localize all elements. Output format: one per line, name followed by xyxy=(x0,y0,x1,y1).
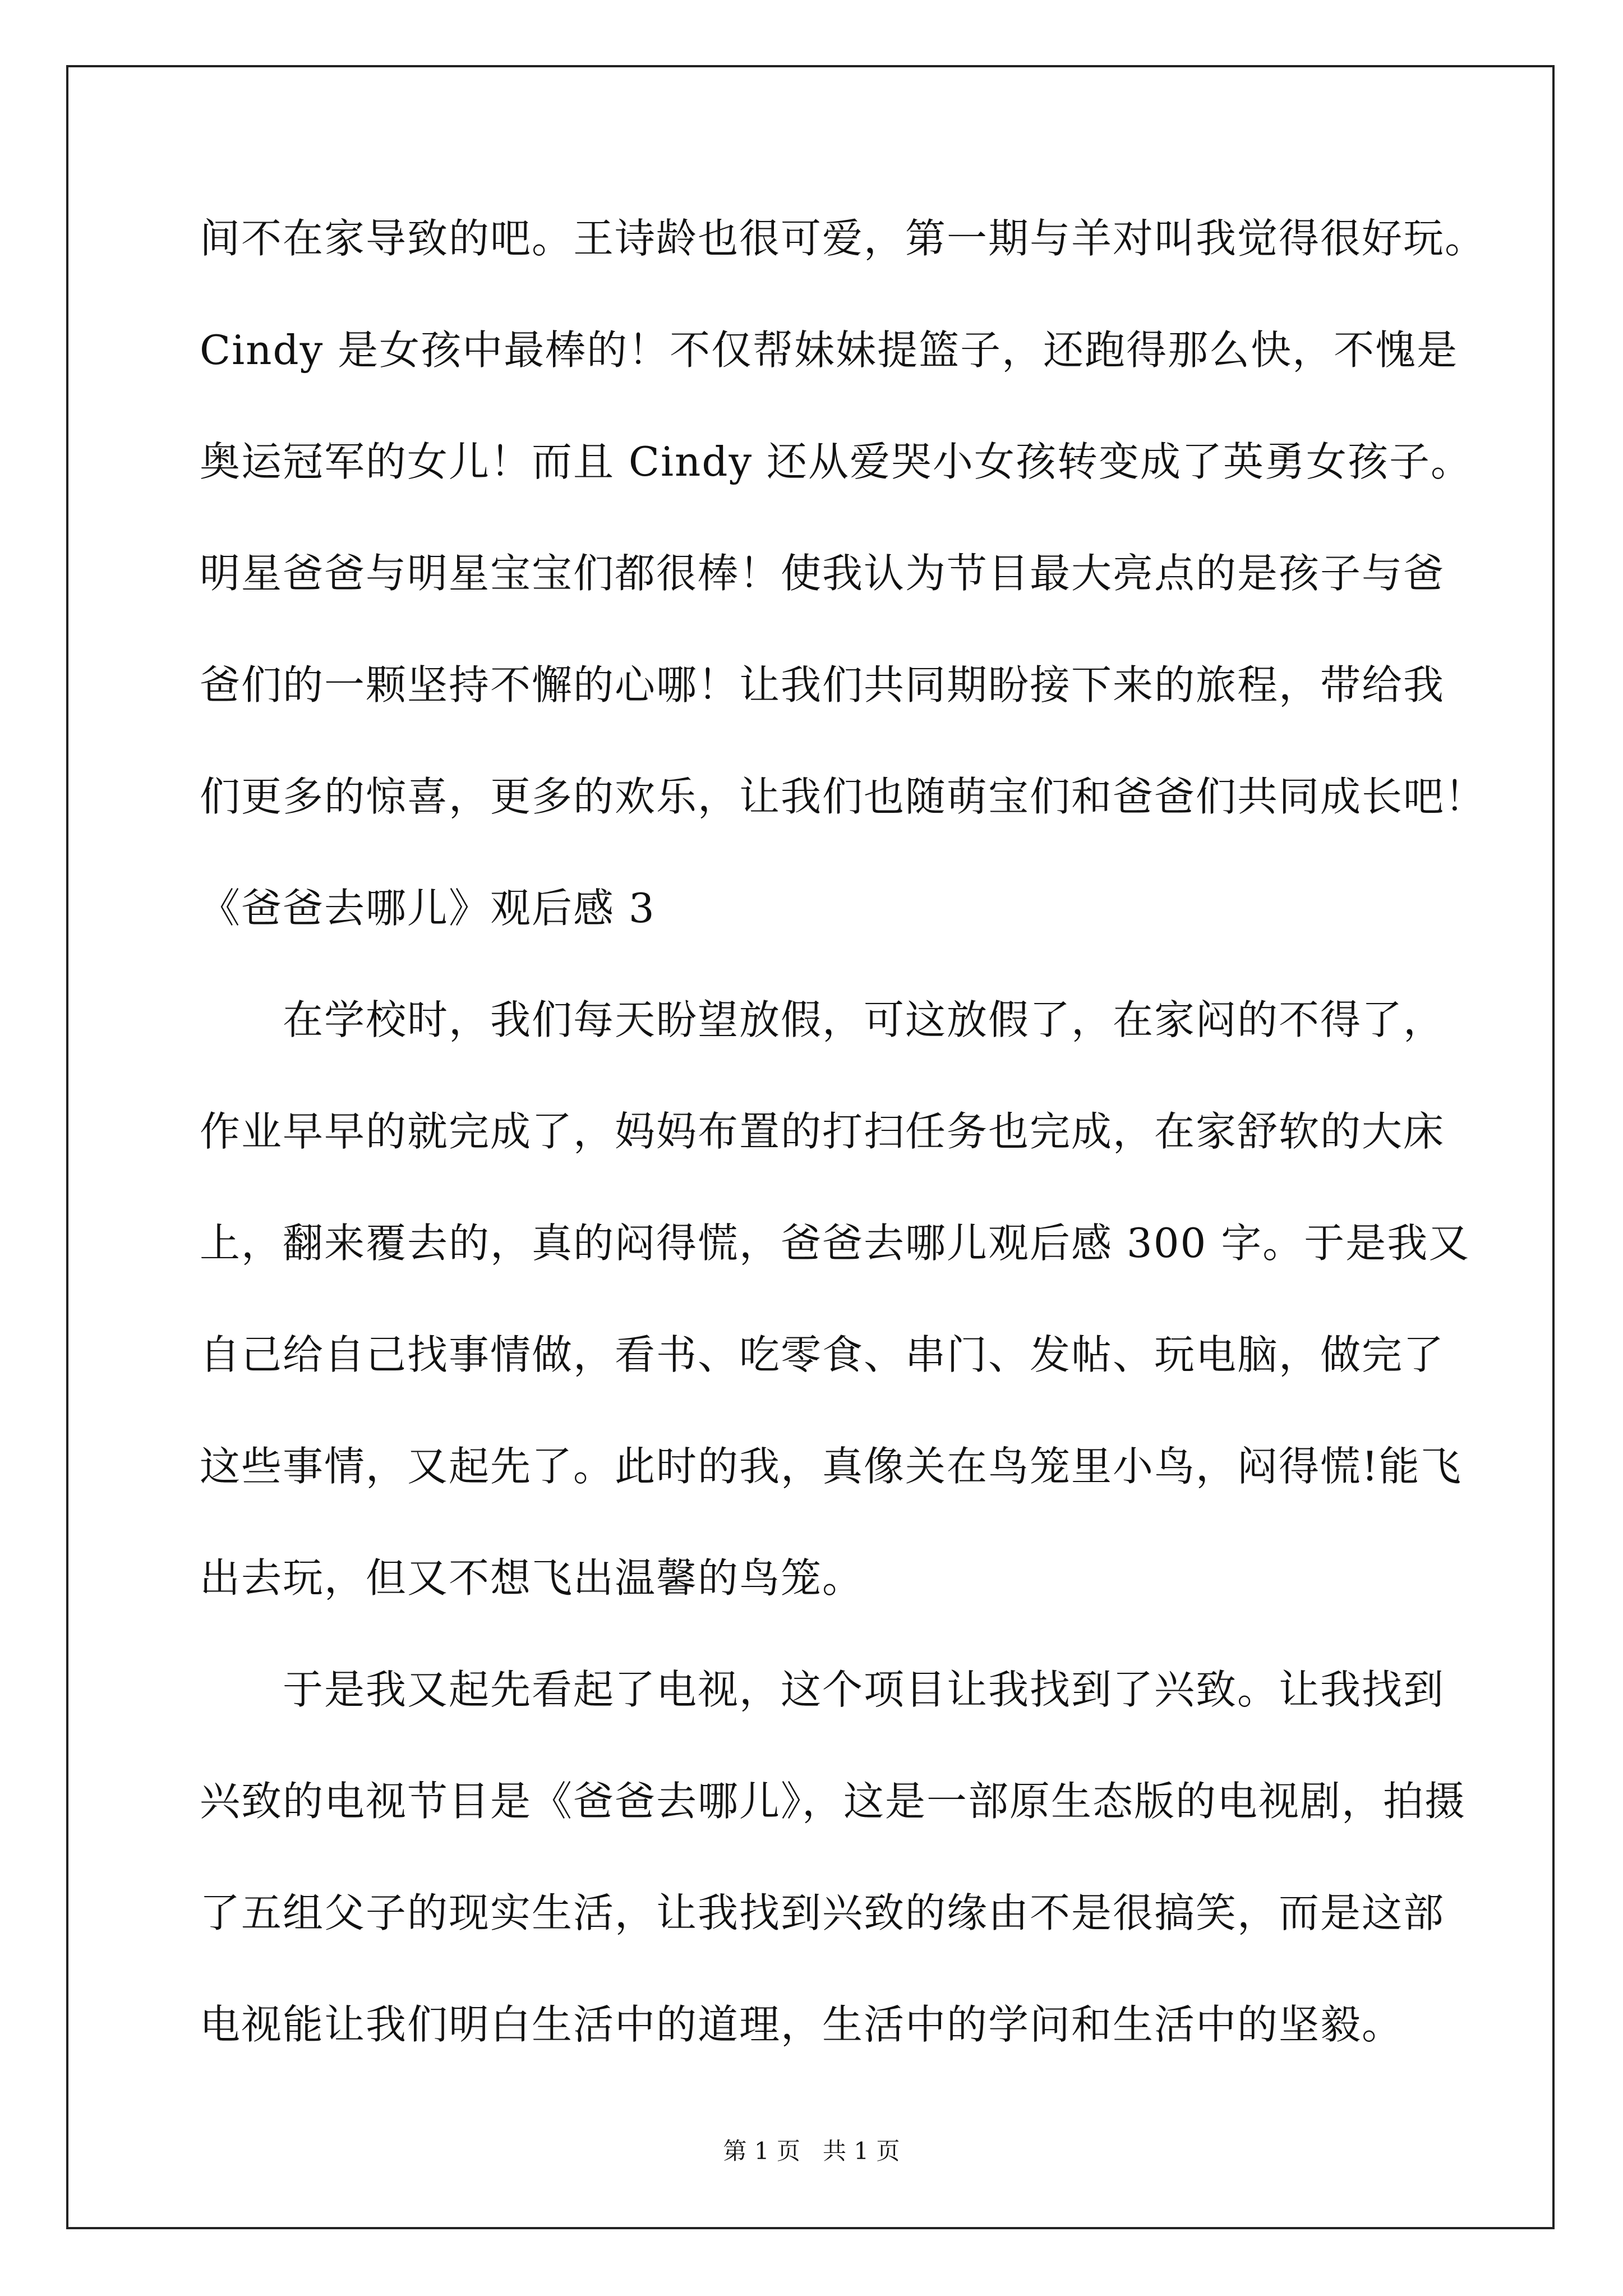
text-line: 电视能让我们明白生活中的道理，生活中的学问和生活中的坚毅。 xyxy=(200,2001,1404,2048)
text-line: 出去玩，但又不想飞出温馨的鸟笼。 xyxy=(200,1554,864,1602)
text-line: 兴致的电视节目是《爸爸去哪儿》，这是一部原生态版的电视剧，拍摄 xyxy=(200,1778,1467,1825)
text-line: 上，翻来覆去的，真的闷得慌，爸爸去哪儿观后感 300 字。于是我又 xyxy=(200,1220,1470,1267)
document-body xyxy=(200,202,1487,2100)
page-footer: 第 1 页 共 1 页 xyxy=(723,2137,900,2165)
text-line: 间不在家导致的吧。王诗龄也很可爱，第一期与羊对叫我觉得很好玩。 xyxy=(200,215,1487,262)
section-heading: 《爸爸去哪儿》观后感 3 xyxy=(200,885,656,932)
paragraph-first-line: 于是我又起先看起了电视，这个项目让我找到了兴致。让我找到 xyxy=(283,1666,1445,1713)
text-line: 奥运冠军的女儿！而且 Cindy 还从爱哭小女孩转变成了英勇女孩子。 xyxy=(200,438,1473,485)
text-line: 了五组父子的现实生活，让我找到兴致的缘由不是很搞笑，而是这部 xyxy=(200,1889,1445,1936)
text-line: 们更多的惊喜，更多的欢乐，让我们也随萌宝们和爸爸们共同成长吧！ xyxy=(200,773,1487,820)
text-line: 爸们的一颗坚持不懈的心哪！让我们共同期盼接下来的旅程，带给我 xyxy=(200,661,1445,708)
text-line: 作业早早的就完成了，妈妈布置的打扫任务也完成，在家舒软的大床 xyxy=(200,1108,1445,1155)
text-line: 这些事情，又起先了。此时的我，真像关在鸟笼里小鸟，闷得慌!能飞 xyxy=(200,1443,1462,1490)
text-line: 明星爸爸与明星宝宝们都很棒！使我认为节目最大亮点的是孩子与爸 xyxy=(200,550,1445,597)
text-line: Cindy 是女孩中最棒的！不仅帮妹妹提篮子，还跑得那么快，不愧是 xyxy=(200,326,1459,374)
paragraph-first-line: 在学校时，我们每天盼望放假，可这放假了，在家闷的不得了， xyxy=(283,996,1445,1043)
text-line: 自己给自己找事情做，看书、吃零食、串门、发帖、玩电脑，做完了 xyxy=(200,1331,1445,1378)
